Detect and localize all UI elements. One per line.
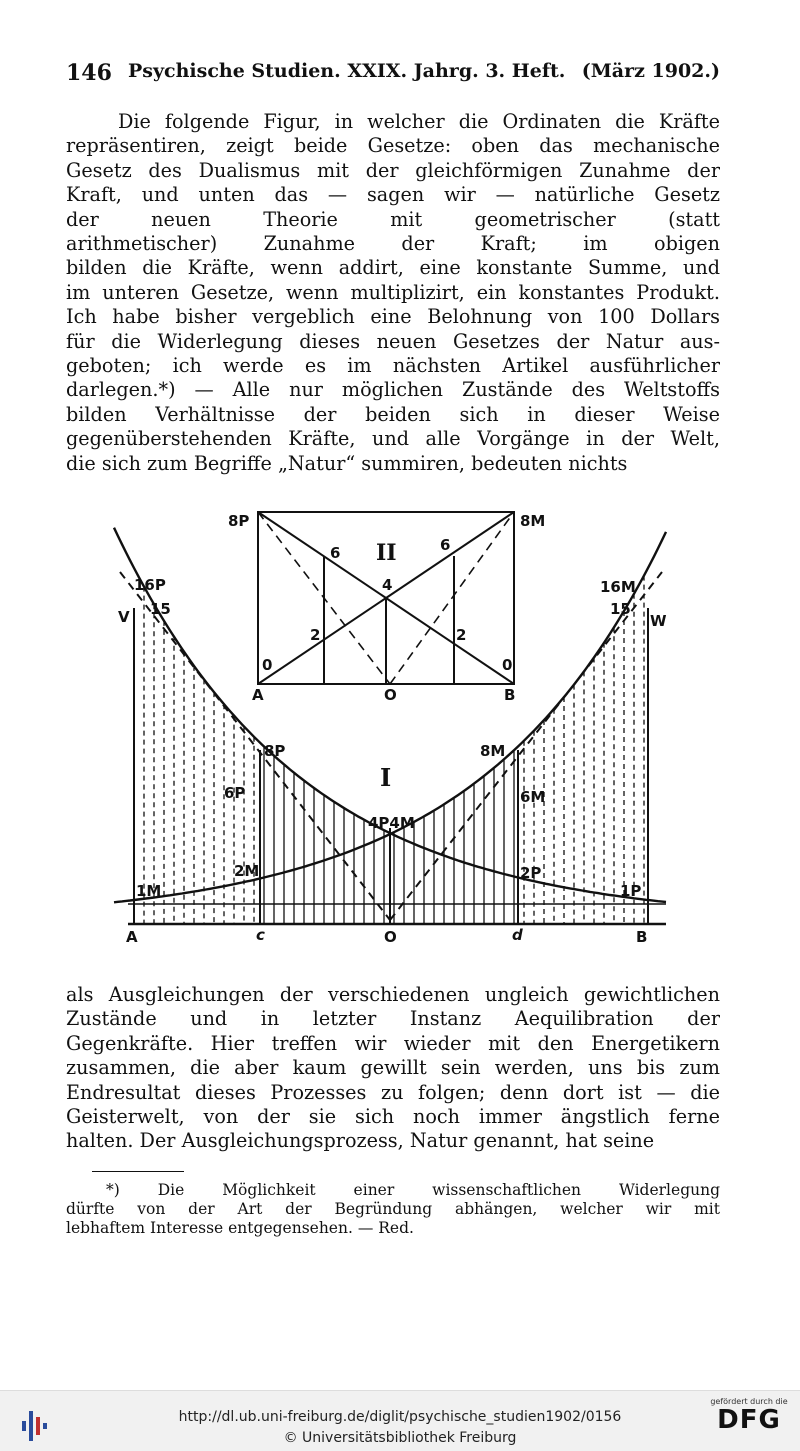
label-2-right: 2	[456, 626, 467, 644]
label-15-right: 15	[610, 600, 631, 618]
label-8p: 8P	[264, 742, 286, 760]
label-4p4m: 4P4M	[368, 814, 415, 832]
label-A-lower: A	[126, 928, 138, 946]
text-line: halten. Der Ausgleichungsprozess, Natur genannt, hat seine	[66, 1129, 655, 1153]
footnote	[66, 1181, 720, 1238]
permalink-url[interactable]: http://dl.ub.uni-freiburg.de/diglit/psychische_studien1902/0156	[178, 1409, 622, 1425]
footnote-line: *) Die Möglichkeit einer wissenschaftlichen Widerlegung	[106, 1181, 720, 1199]
label-8m: 8M	[480, 742, 506, 760]
label-2m: 2M	[234, 862, 260, 880]
text-line: Ich habe bisher vergeblich eine Belohnung von 100 Dollars	[66, 305, 720, 329]
text-line: im unteren Gesetze, wenn multiplizirt, ein konstantes Produkt.	[66, 280, 720, 304]
issue-date: (März 1902.)	[581, 60, 720, 82]
label-2-left: 2	[310, 626, 321, 644]
label-6p: 6P	[224, 784, 246, 802]
text-line: Die folgende Figur, in welcher die Ordinaten die Kräfte	[118, 110, 720, 133]
label-1p: 1P	[620, 882, 642, 900]
label-16p: 16P	[134, 576, 166, 594]
page-number: 146	[66, 60, 112, 86]
force-law-figure	[100, 500, 680, 950]
text-line: Gegenkräfte. Hier treffen wir wieder mit den Energetikern	[66, 1031, 720, 1055]
roman-numeral-I: I	[380, 763, 392, 792]
footnote-rule	[92, 1171, 184, 1172]
footnote-line: dürfte von der Art der Begründung abhängen, welcher wir mit	[66, 1200, 720, 1218]
text-line: repräsentiren, zeigt beide Gesetze: oben das mechanische	[66, 134, 720, 158]
label-1m: 1M	[136, 882, 162, 900]
text-line: bilden die Kräfte, wenn addirt, eine konstante Summe, und	[66, 256, 720, 280]
label-15-left: 15	[150, 600, 171, 618]
text-line: als Ausgleichungen der verschiedenen ungleich gewichtlichen	[66, 983, 720, 1006]
dfg-caption: gefördert durch die	[710, 1397, 788, 1406]
label-0-left: 0	[262, 656, 273, 674]
label-6-right: 6	[440, 536, 451, 554]
text-line: die sich zum Begriffe „Natur“ summiren, bedeuten nichts	[66, 451, 628, 475]
text-line: Gesetz des Dualismus mit der gleichförmigen Zunahme der	[66, 158, 720, 182]
viewer-footer	[0, 1390, 800, 1451]
label-6m: 6M	[520, 788, 546, 806]
label-d: d	[512, 926, 523, 944]
text-line: Endresultat dieses Prozesses zu folgen; denn dort ist — die	[66, 1080, 720, 1104]
label-8p-top: 8P	[228, 512, 250, 530]
text-line: arithmetischer) Zunahme der Kraft; im obigen	[66, 232, 720, 256]
label-A-upper: A	[252, 686, 264, 704]
text-line: Kraft, und unten das — sagen wir — natürliche Gesetz	[66, 183, 720, 207]
label-4: 4	[382, 576, 393, 594]
label-c: c	[256, 926, 265, 944]
label-2p: 2P	[520, 864, 542, 882]
text-line: geboten; ich werde es im nächsten Artikel ausführlicher	[66, 354, 720, 378]
upper-diagram-II	[258, 512, 514, 684]
dfg-wordmark: DFG	[717, 1405, 781, 1435]
paragraph-1	[66, 110, 720, 476]
text-line: für die Widerlegung dieses neuen Gesetzes der Natur aus-	[66, 329, 720, 353]
label-B-upper: B	[504, 686, 516, 704]
text-line: darlegen.*) — Alle nur möglichen Zustände des Weltstoffs	[66, 378, 720, 402]
label-B-lower: B	[636, 928, 648, 946]
roman-numeral-II: II	[376, 540, 397, 566]
running-header	[66, 60, 720, 88]
text-line: bilden Verhältnisse der beiden sich in dieser Weise	[66, 402, 720, 426]
label-O-upper: O	[384, 686, 397, 704]
copyright-notice: © Universitätsbibliothek Freiburg	[283, 1430, 517, 1446]
text-line: Zustände und in letzter Instanz Aequilibration der	[66, 1007, 720, 1031]
label-16m: 16M	[600, 578, 636, 596]
label-W: W	[650, 612, 667, 630]
text-line: zusammen, die aber kaum gewillt sein werden, uns bis zum	[66, 1056, 720, 1080]
label-O-lower: O	[384, 928, 397, 946]
label-0-right: 0	[502, 656, 513, 674]
text-line: gegenüberstehenden Kräfte, und alle Vorgänge in der Welt,	[66, 427, 720, 451]
label-V: V	[118, 608, 130, 626]
text-line: Geisterwelt, von der sie sich noch immer ängstlich ferne	[66, 1105, 720, 1129]
label-6-left: 6	[330, 544, 341, 562]
label-8m-top: 8M	[520, 512, 546, 530]
footnote-line: lebhaftem Interesse entgegensehen. — Red.	[66, 1219, 414, 1237]
text-line: der neuen Theorie mit geometrischer (statt	[66, 207, 720, 231]
dashed-right	[390, 512, 514, 684]
dfg-logo	[708, 1397, 790, 1434]
paragraph-2	[66, 983, 720, 1154]
ordinate-hatching	[144, 576, 644, 924]
running-title: Psychische Studien. XXIX. Jahrg. 3. Heft.	[128, 60, 566, 82]
